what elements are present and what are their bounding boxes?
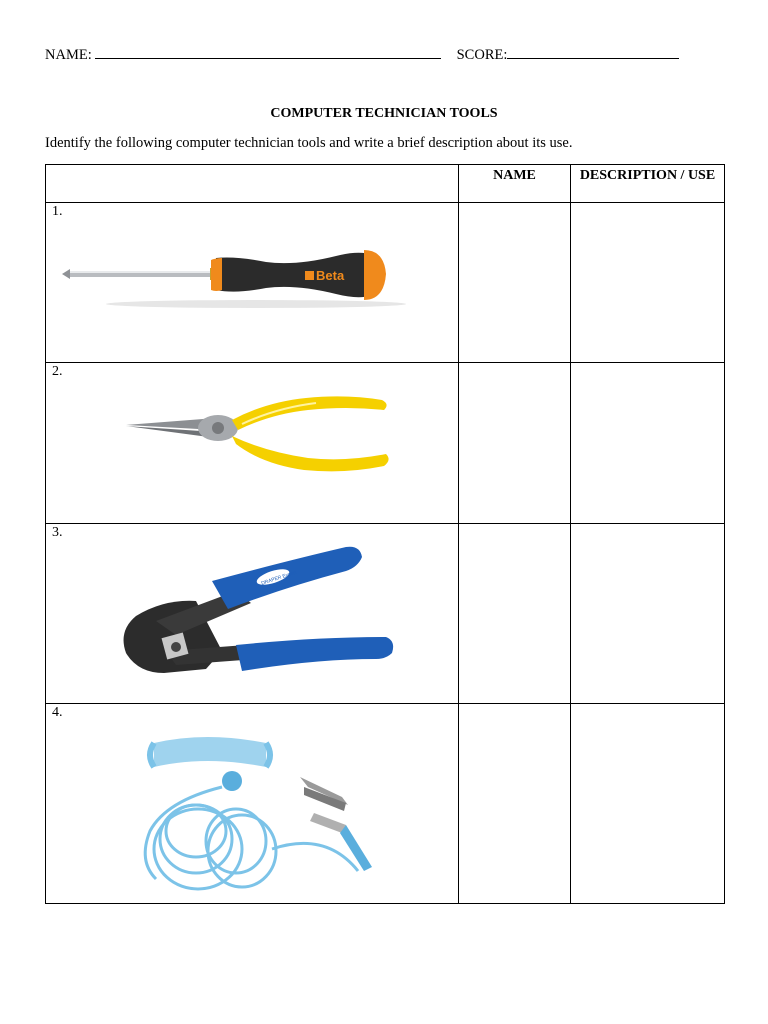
image-cell	[46, 524, 459, 704]
crimping-tool-image	[46, 541, 457, 703]
table-row	[46, 363, 725, 524]
name-blank[interactable]	[95, 46, 441, 59]
description-answer-cell[interactable]	[571, 363, 725, 524]
description-answer-cell[interactable]	[571, 524, 725, 704]
name-answer-cell[interactable]	[459, 524, 571, 704]
needle-nose-pliers-image	[46, 380, 457, 520]
column-header-description: DESCRIPTION / USE	[571, 165, 725, 203]
anti-static-wrist-strap-image	[46, 721, 457, 903]
description-answer-cell[interactable]	[571, 203, 725, 363]
table-row	[46, 704, 725, 904]
table-row	[46, 524, 725, 704]
page-title: COMPUTER TECHNICIAN TOOLS	[270, 106, 498, 121]
brand-label: DRAPER Expert	[260, 569, 298, 587]
image-cell	[46, 704, 459, 904]
column-header-name: NAME	[459, 165, 571, 203]
name-answer-cell[interactable]	[459, 363, 571, 524]
table-header-row	[46, 165, 725, 203]
row-number: 1.	[52, 204, 63, 219]
column-header-image	[46, 165, 459, 203]
row-number: 3.	[52, 525, 63, 540]
score-blank[interactable]	[507, 46, 679, 59]
name-answer-cell[interactable]	[459, 203, 571, 363]
row-number: 2.	[52, 364, 63, 379]
name-answer-cell[interactable]	[459, 704, 571, 904]
image-cell	[46, 203, 459, 363]
score-label: SCORE:	[456, 47, 508, 63]
image-cell	[46, 363, 459, 524]
table-row	[46, 203, 725, 363]
screwdriver-image	[46, 220, 457, 360]
name-label: NAME:	[45, 47, 92, 63]
brand-logo-icon	[305, 271, 314, 280]
description-answer-cell[interactable]	[571, 704, 725, 904]
row-number: 4.	[52, 705, 63, 720]
instructions: Identify the following computer technician tools and write a brief description about its use.	[45, 135, 573, 151]
tools-table	[45, 164, 725, 904]
header-line	[45, 46, 735, 64]
brand-label: Beta	[316, 268, 345, 283]
